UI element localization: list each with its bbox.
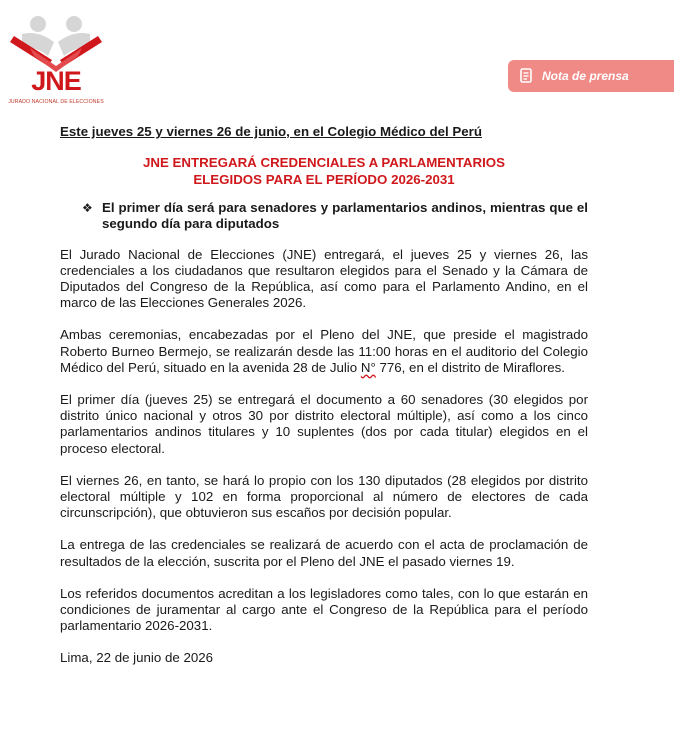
- subheadline: Este jueves 25 y viernes 26 de junio, en el Colegio Médico del Perú: [60, 124, 482, 139]
- logo-caption: JURADO NACIONAL DE ELECCIONES: [8, 99, 104, 105]
- paragraph-2-part-a: Ambas ceremonias, encabezadas por el Pleno del JNE, que preside el magistrado Roberto Burneo Bermejo, se realizarán desde las 11:00 horas en el auditorio del Colegio Médico del Perú, situado en la avenida 28 de Julio: [60, 327, 588, 375]
- closing-date: Lima, 22 de junio de 2026: [60, 650, 214, 666]
- paragraph-1: El Jurado Nacional de Elecciones (JNE) entregará, el jueves 25 y viernes 26, las credenciales a los ciudadanos que resultaron elegidos para el Senado y la Cámara de Diputados del Congreso de la República, así como para el Parlamento Andino, en el marco de las Elecciones Generales 2026.: [60, 246, 588, 311]
- summary-text: El primer día será para senadores y parlamentarios andinos, mientras que el segundo día para diputados: [102, 200, 588, 232]
- summary-bullet: [82, 200, 588, 232]
- headline-line-1: JNE ENTREGARÁ CREDENCIALES A PARLAMENTARIOS: [143, 155, 505, 171]
- diamond-bullet-icon: ❖: [82, 201, 93, 216]
- jne-logo: [8, 12, 104, 108]
- headline: [60, 154, 588, 188]
- logo-text: JNE: [31, 66, 81, 96]
- document-icon: [520, 68, 534, 84]
- press-release-badge: [508, 60, 674, 92]
- paragraph-6: Los referidos documentos acreditan a los legisladores como tales, con lo que estarán en condiciones de juramentar al cargo ante el Congreso de la República para el período parlamentario 2026-2031.: [60, 585, 588, 634]
- paragraph-5: La entrega de las credenciales se realizará de acuerdo con el acta de proclamación de resultados de la elección, suscrita por el Pleno del JNE el pasado viernes 19.: [60, 537, 588, 569]
- paragraph-4: El viernes 26, en tanto, se hará lo propio con los 130 diputados (28 elegidos por distrito electoral múltiple y 102 en forma proporcional al número de electores de cada circunscripción), que obtuvieron sus escaños por decisión popular.: [60, 472, 588, 521]
- headline-line-2: ELEGIDOS PARA EL PERÍODO 2026-2031: [193, 172, 455, 188]
- press-release-body: [60, 124, 588, 683]
- paragraph-2-part-b: 776, en el distrito de Miraflores.: [375, 359, 565, 375]
- paragraph-2: [60, 327, 588, 376]
- paragraph-3: El primer día (jueves 25) se entregará el documento a 60 senadores (30 elegidos por distrito único nacional y otros 30 por distrito electoral múltiple), así como a los cinco parlamentarios andinos titulares y 10 suplentes (dos por cada titular) elegidos en el proceso electoral.: [60, 392, 588, 456]
- spelling-flag: N°: [360, 359, 376, 375]
- badge-label: Nota de prensa: [542, 69, 629, 83]
